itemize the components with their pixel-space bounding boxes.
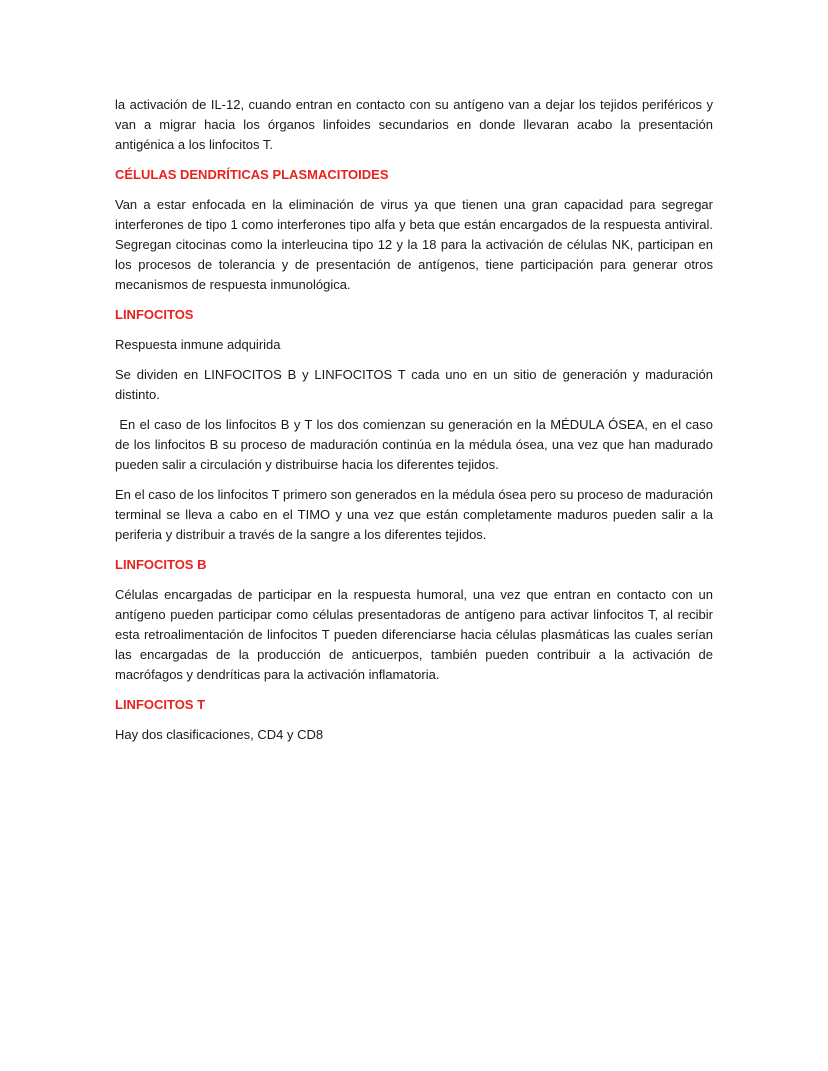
- heading-linfocitos-t: LINFOCITOS T: [115, 697, 206, 712]
- heading-celulas-dendriticas-plasmacitoides: CÉLULAS DENDRÍTICAS PLASMACITOIDES: [115, 167, 389, 182]
- paragraph-linfocitos-b-maduracion: En el caso de los linfocitos B y T los dos comienzan su generación en la MÉDULA ÓSEA, en el caso de los linfocitos B su proceso de maduración continúa en la médula ósea, una vez que han madurado pueden salir a circulación y distribuirse hacia los diferentes tejidos.: [115, 417, 717, 472]
- paragraph-clasificaciones-cd4-cd8: Hay dos clasificaciones, CD4 y CD8: [115, 727, 324, 742]
- paragraph-il12-activation: la activación de IL-12, cuando entran en contacto con su antígeno van a dejar los tejidos periféricos y van a migrar hacia los órganos linfoides secundarios en donde llevaran acabo la presentación antigénica a los linfocitos T.: [115, 97, 713, 152]
- document-page: [115, 95, 717, 755]
- paragraph-division-linfocitos: Se dividen en LINFOCITOS B y LINFOCITOS T cada uno en un sitio de generación y maduración distinto.: [115, 367, 713, 402]
- paragraph-linfocitos-b-description: Células encargadas de participar en la respuesta humoral, una vez que entran en contacto con un antígeno pueden participar como células presentadoras de antígeno para activar linfocitos T, al recibir esta retroalimentación de linfocitos T pueden diferenciarse hacia células plasmáticas las cuales serían las encargadas de la producción de anticuerpos, también pueden contribuir a la activación de macrófagos y dendríticas para la activación inflamatoria.: [115, 587, 713, 682]
- paragraph-respuesta-adquirida: Respuesta inmune adquirida: [115, 337, 281, 352]
- paragraph-linfocitos-t-maduracion: En el caso de los linfocitos T primero son generados en la médula ósea pero su proceso de maduración terminal se lleva a cabo en el TIMO y una vez que están completamente maduros pueden salir a la periferia y distribuir a través de la sangre a los diferentes tejidos.: [115, 487, 713, 542]
- heading-linfocitos-b: LINFOCITOS B: [115, 557, 207, 572]
- heading-linfocitos: LINFOCITOS: [115, 307, 194, 322]
- paragraph-plasmacitoides-description: Van a estar enfocada en la eliminación de virus ya que tienen una gran capacidad para segregar interferones de tipo 1 como interferones tipo alfa y beta que están encargados de la respuesta antiviral. Segregan citocinas como la interleucina tipo 12 y la 18 para la activación de células NK, participan en los procesos de tolerancia y de presentación de antígenos, tiene participación para generar otros mecanismos de respuesta inmunológica.: [115, 197, 713, 292]
